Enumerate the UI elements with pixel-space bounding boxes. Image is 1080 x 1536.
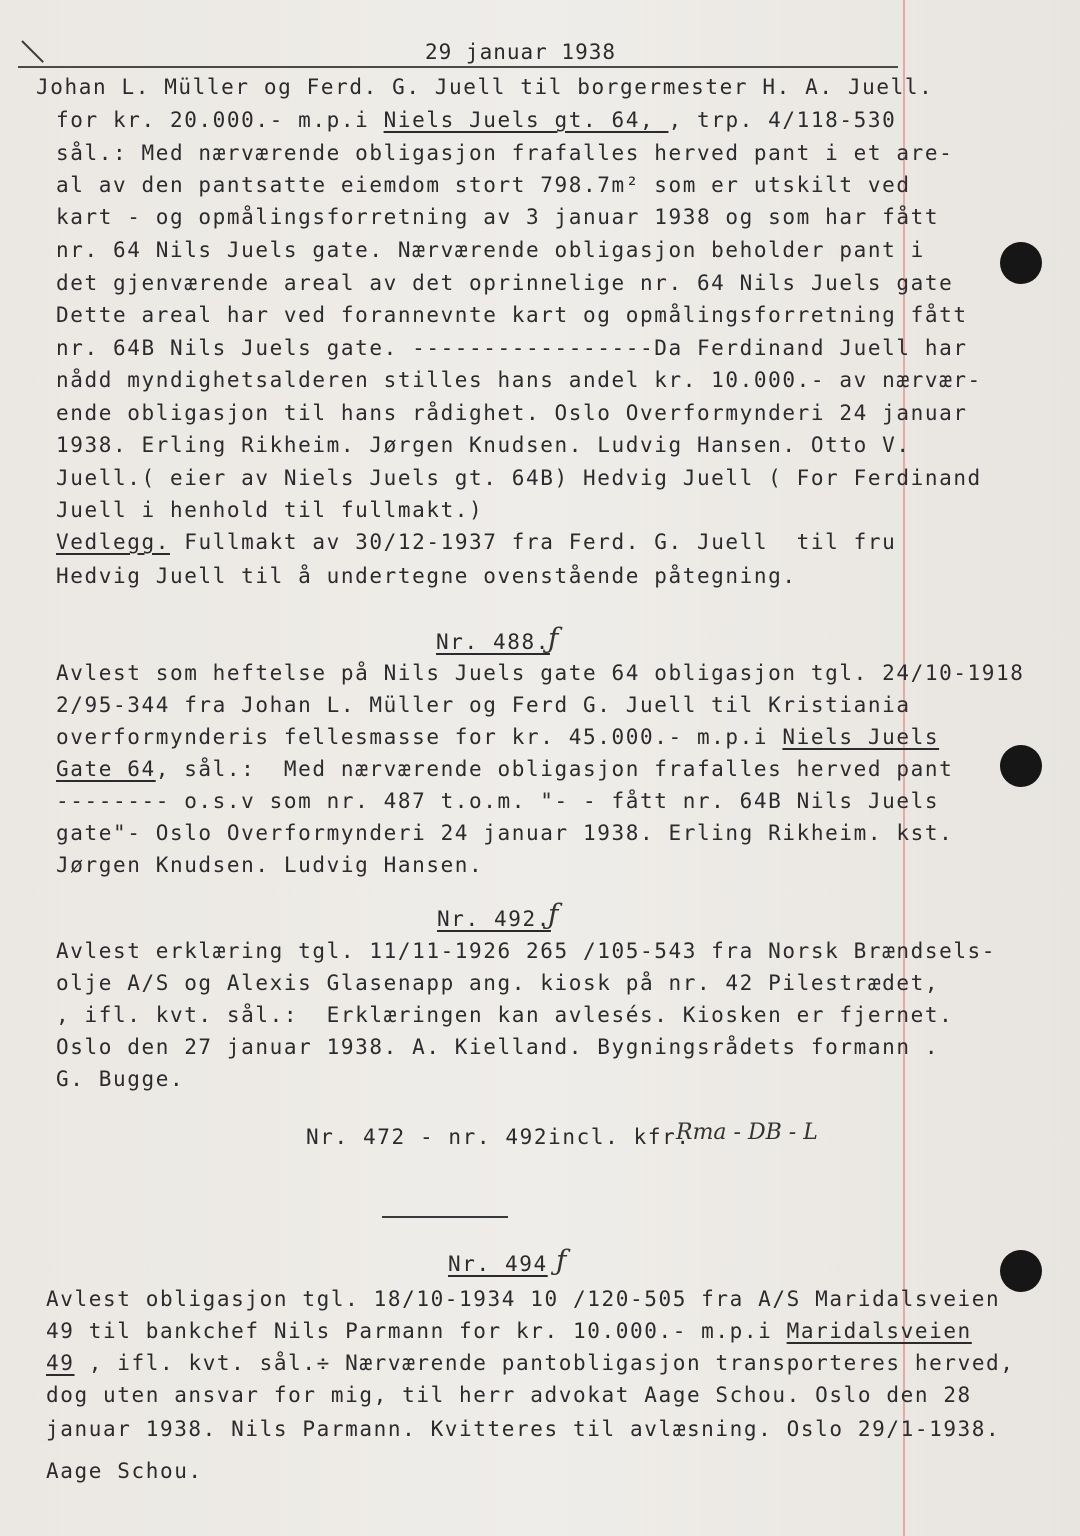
attachment-label: Vedlegg. — [56, 530, 170, 554]
property-address: 49 — [46, 1351, 75, 1375]
punch-hole-top — [1000, 242, 1042, 284]
text-line: Johan L. Müller og Ferd. G. Juell til borgermester H. A. Juell. — [36, 75, 934, 99]
text-fragment: , trp. 4/118-530 — [668, 108, 897, 132]
entry-number: Nr. 488. — [436, 630, 550, 654]
check-mark: ƒ — [548, 898, 559, 931]
text-line: kart - og opmålingsforretning av 3 januar 1938 og som har fått — [56, 205, 940, 229]
text-line — [46, 1350, 1015, 1376]
entry-number: Nr. 494 — [448, 1252, 548, 1276]
text-line: Avlest obligasjon tgl. 18/10-1934 10 /120-505 fra A/S Maridalsveien — [46, 1287, 1001, 1311]
section-divider — [382, 1216, 508, 1218]
text-line: Jørgen Knudsen. Ludvig Hansen. — [56, 853, 484, 877]
text-line: -------- o.s.v som nr. 487 t.o.m. "- - fått nr. 64B Nils Juels — [56, 789, 940, 813]
text-line: januar 1938. Nils Parmann. Kvitteres til avlæsning. Oslo 29/1-1938. — [46, 1417, 1001, 1441]
text-line: dog uten ansvar for mig, til herr advokat Aage Schou. Oslo den 28 — [46, 1383, 972, 1407]
text-line — [56, 529, 896, 555]
text-line: ende obligasjon til hans rådighet. Oslo Overformynderi 24 januar — [56, 401, 968, 425]
text-line: Juell.( eier av Niels Juels gt. 64B) Hedvig Juell ( For Ferdinand — [56, 466, 982, 490]
text-line: olje A/S og Alexis Glasenapp ang. kiosk på nr. 42 Pilestrædet, — [56, 971, 940, 995]
text-line: Oslo den 27 januar 1938. A. Kielland. Bygningsrådets formann . — [56, 1035, 940, 1059]
summary-line: Nr. 472 - nr. 492incl. kfr. — [306, 1125, 691, 1149]
text-line — [46, 1318, 972, 1344]
text-line: nådd myndighetsalderen stilles hans andel kr. 10.000.- av nærvær- — [56, 368, 982, 392]
text-line: gate"- Oslo Overformynderi 24 januar 1938. Erling Rikheim. kst. — [56, 821, 954, 845]
text-line: Juell i henhold til fullmakt.) — [56, 498, 484, 522]
text-fragment: Fullmakt av 30/12-1937 fra Ferd. G. Juell til fru — [169, 530, 897, 554]
property-address: Gate 64 — [56, 757, 156, 781]
text-line: Avlest erklæring tgl. 11/11-1926 265 /105-543 fra Norsk Brændsels- — [56, 939, 997, 963]
text-line: nr. 64 Nils Juels gate. Nærværende obligasjon beholder pant i — [56, 238, 925, 262]
text-line — [56, 756, 953, 782]
text-fragment: , sål.: Med nærværende obligasjon frafalles herved pant — [155, 757, 954, 781]
text-line: det gjenværende areal av det oprinnelige nr. 64 Nils Juels gate — [56, 271, 954, 295]
text-line: Hedvig Juell til å undertegne ovenstående påtegning. — [56, 564, 797, 588]
text-fragment: 49 til bankchef Nils Parmann for kr. 10.000.- m.p.i — [46, 1319, 787, 1343]
check-mark: ƒ — [548, 622, 559, 655]
property-address: Niels Juels — [782, 725, 940, 749]
text-line: Avlest som heftelse på Nils Juels gate 64 obligasjon tgl. 24/10-1918 — [56, 661, 1025, 685]
text-line: al av den pantsatte eiemdom stort 798.7m² som er utskilt ved — [56, 173, 911, 197]
text-line: G. Bugge. — [56, 1067, 185, 1091]
text-fragment: , ifl. kvt. sål.÷ Nærværende pantobligasjon transporteres herved, — [74, 1351, 1015, 1375]
property-address: Maridalsveien — [786, 1319, 972, 1343]
text-line: nr. 64B Nils Juels gate. -----------------Da Ferdinand Juell har — [56, 336, 968, 360]
text-line — [56, 724, 939, 750]
text-line: 1938. Erling Rikheim. Jørgen Knudsen. Ludvig Hansen. Otto V. — [56, 433, 911, 457]
text-line: Aage Schou. — [46, 1459, 203, 1483]
text-line: , ifl. kvt. sål.: Erklæringen kan avlesés. Kiosken er fjernet. — [56, 1003, 954, 1027]
corner-mark — [21, 40, 44, 63]
text-line: Dette areal har ved forannevnte kart og opmålingsforretning fått — [56, 303, 968, 327]
text-line: 2/95-344 fra Johan L. Müller og Ferd G. Juell til Kristiania — [56, 693, 911, 717]
text-fragment: overformynderis fellesmasse for kr. 45.000.- m.p.i — [56, 725, 783, 749]
page-date: 29 januar 1938 — [425, 40, 617, 64]
header-rule — [18, 66, 898, 68]
entry-number: Nr. 492. — [437, 907, 551, 931]
check-mark: ƒ — [556, 1244, 567, 1277]
text-fragment: for kr. 20.000.- m.p.i — [56, 108, 384, 132]
punch-hole-bottom — [1000, 1250, 1042, 1292]
text-line: sål.: Med nærværende obligasjon frafalles herved pant i et are- — [56, 141, 954, 165]
punch-hole-middle — [1000, 745, 1042, 787]
initials-signature: Rma - DB - L — [676, 1120, 818, 1145]
text-line — [56, 107, 896, 133]
property-address: Niels Juels gt. 64, — [383, 108, 669, 132]
